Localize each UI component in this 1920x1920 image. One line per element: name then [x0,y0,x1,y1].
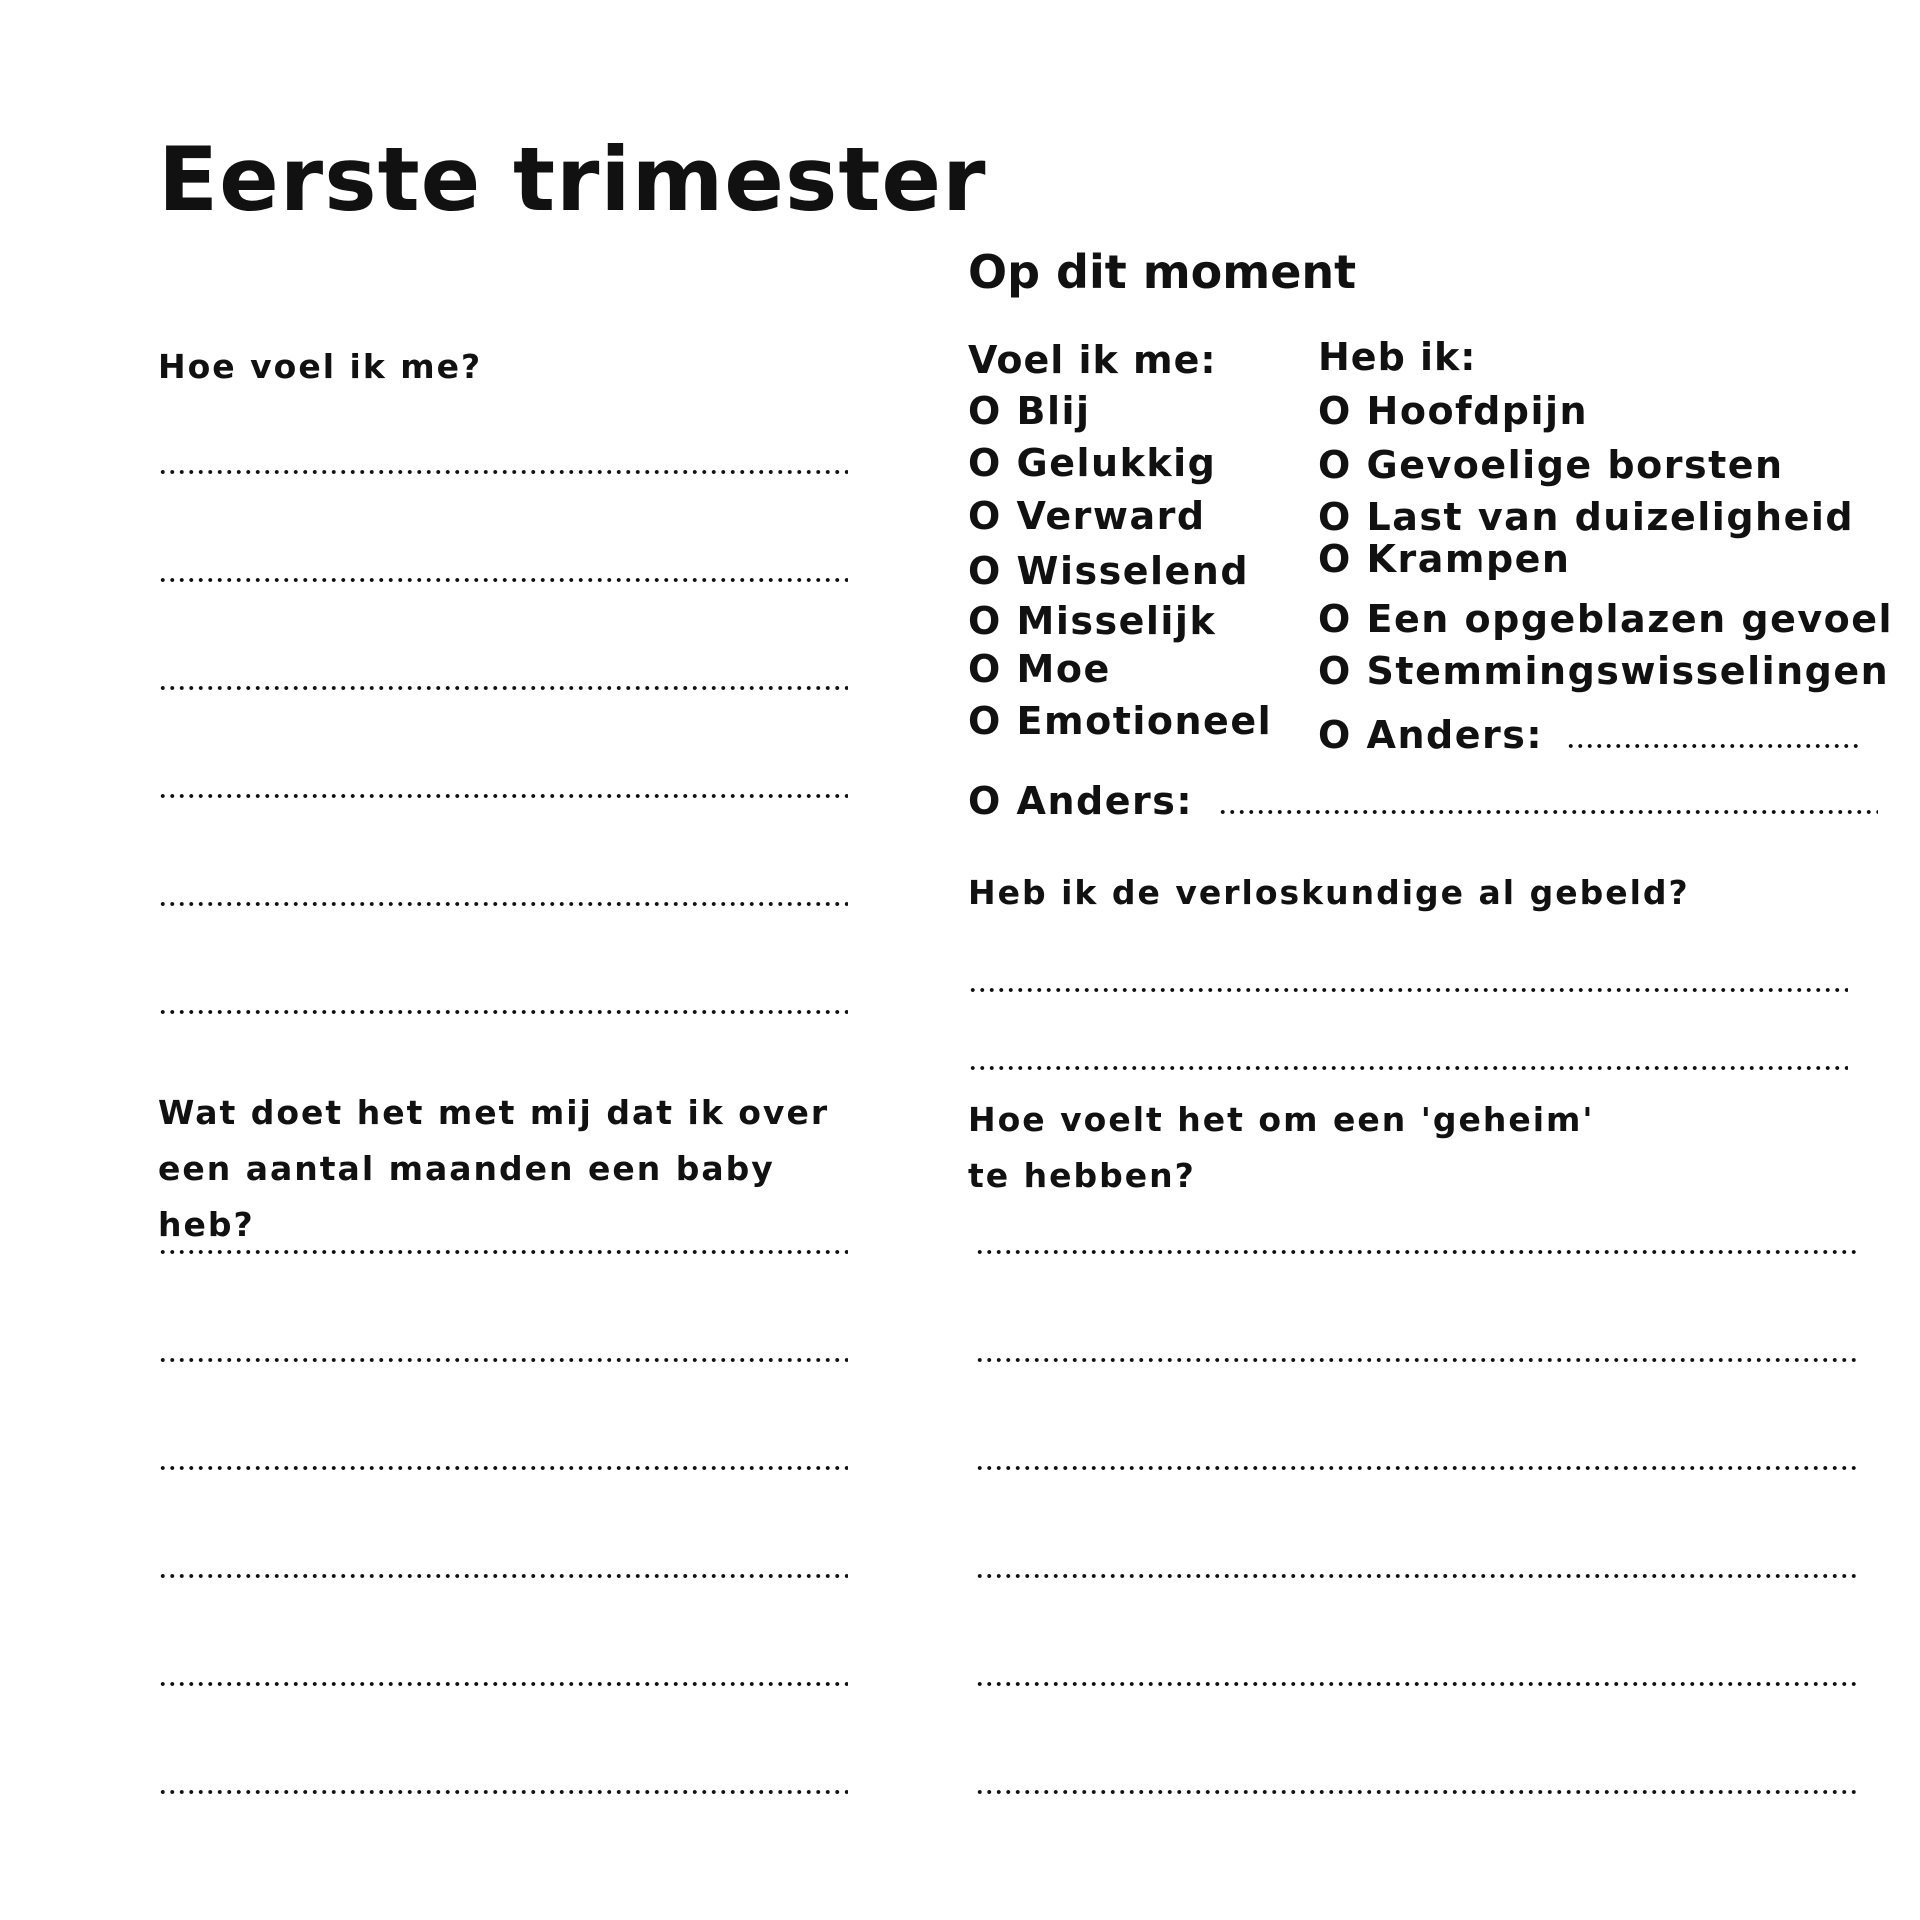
answer-line[interactable] [975,1250,1858,1254]
answer-line[interactable] [158,1466,848,1470]
feel-option[interactable]: O Moe [968,647,1111,691]
answer-line[interactable] [158,1682,848,1686]
have-option[interactable]: O Een opgeblazen gevoel [1318,597,1894,641]
have-other-field[interactable] [1566,744,1861,748]
feel-option[interactable]: O Gelukkig [968,441,1217,485]
answer-line[interactable] [158,470,848,474]
answer-line[interactable] [968,1066,1848,1070]
page-title: Eerste trimester [158,128,987,231]
feel-other-field[interactable] [1218,810,1878,814]
section-heading: Op dit moment [968,245,1357,299]
have-option[interactable]: O Krampen [1318,537,1571,581]
answer-line[interactable] [158,686,848,690]
feel-option[interactable]: O Blij [968,389,1091,433]
question-how-do-i-feel: Hoe voel ik me? [158,347,483,386]
have-other-label: O Anders: [1318,713,1544,757]
have-option[interactable]: O Gevoelige borsten [1318,443,1784,487]
answer-line[interactable] [968,988,1848,992]
answer-line[interactable] [975,1790,1858,1794]
answer-line[interactable] [158,1010,848,1014]
question-midwife: Heb ik de verloskundige al gebeld? [968,873,1690,912]
feel-option[interactable]: O Misselijk [968,599,1217,643]
feel-other-label: O Anders: [968,779,1194,823]
have-option[interactable]: O Last van duizeligheid [1318,495,1855,539]
answer-line[interactable] [975,1682,1858,1686]
answer-line[interactable] [158,578,848,582]
answer-line[interactable] [158,1358,848,1362]
have-option[interactable]: O Hoofdpijn [1318,389,1589,433]
feel-option[interactable]: O Verward [968,494,1206,538]
feel-option[interactable]: O Wisselend [968,549,1250,593]
answer-line[interactable] [158,1574,848,1578]
question-baby-feeling: Wat doet het met mij dat ik over een aantal maanden een baby heb? [158,1093,830,1244]
feel-option[interactable]: O Emotioneel [968,699,1273,743]
answer-line[interactable] [975,1466,1858,1470]
have-option[interactable]: O Stemmingswisselingen [1318,649,1890,693]
have-other-option[interactable] [1318,713,1861,757]
feel-column-label: Voel ik me: [968,338,1217,382]
answer-line[interactable] [975,1358,1858,1362]
answer-line[interactable] [158,1790,848,1794]
question-secret: Hoe voelt het om een 'geheim' te hebben? [968,1100,1595,1195]
answer-line[interactable] [158,794,848,798]
have-column-label: Heb ik: [1318,335,1477,379]
answer-line[interactable] [975,1574,1858,1578]
feel-other-option[interactable] [968,779,1878,823]
answer-line[interactable] [158,902,848,906]
answer-line[interactable] [158,1250,848,1254]
